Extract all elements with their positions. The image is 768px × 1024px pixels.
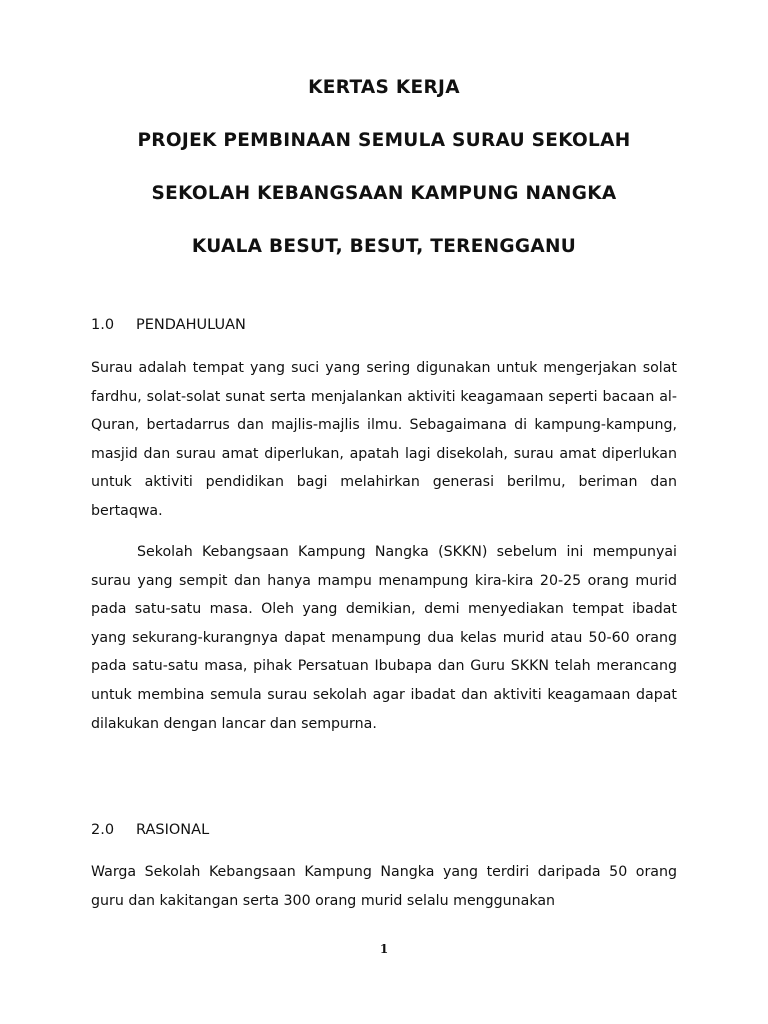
title-line-3: SEKOLAH KEBANGSAAN KAMPUNG NANGKA <box>151 183 617 204</box>
section-2-title: RASIONAL <box>136 822 210 838</box>
section-1-paragraph-2: Sekolah Kebangsaan Kampung Nangka (SKKN) sebelum ini mempunyai surau yang sempit dan hanya mampu menampung kira-kira 20-25 orang murid pada satu-satu masa. Oleh yang demikian, demi menyediakan tempat ibadat yang sekurang-kurangnya dapat menampung dua kelas murid atau 50-60 orang pada satu-satu masa, pihak Persatuan Ibubapa dan Guru SKKN telah merancang untuk membina semula surau sekolah agar ibadat dan aktiviti keagamaan dapat dilakukan dengan lancar dan sempurna. <box>91 544 677 732</box>
section-2-number: 2.0 <box>91 822 115 838</box>
title-line-2: PROJEK PEMBINAAN SEMULA SURAU SEKOLAH <box>137 130 631 151</box>
title-line-1: KERTAS KERJA <box>308 77 460 98</box>
section-1-paragraph-1: Surau adalah tempat yang suci yang sering digunakan untuk mengerjakan solat fardhu, solat-solat sunat serta menjalankan aktiviti keagamaan seperti bacaan al-Quran, bertadarrus dan majlis-majlis ilmu. Sebagaimana di kampung-kampung, masjid dan surau amat diperlukan, apatah lagi disekolah, surau amat diperlukan untuk aktiviti pendidikan bagi melahirkan generasi berilmu, beriman dan bertaqwa. <box>91 360 677 519</box>
title-line-4: KUALA BESUT, BESUT, TERENGGANU <box>191 236 577 257</box>
section-2-paragraph-1: Warga Sekolah Kebangsaan Kampung Nangka yang terdiri daripada 50 orang guru dan kakitangan serta 300 orang murid selalu menggunakan <box>91 864 677 909</box>
page-number: 1 <box>379 942 389 956</box>
section-1-title: PENDAHULUAN <box>136 317 246 333</box>
section-1-number: 1.0 <box>91 317 115 333</box>
section-2-heading <box>91 822 209 838</box>
section-1-heading <box>91 317 246 333</box>
document-title-block <box>0 74 768 286</box>
